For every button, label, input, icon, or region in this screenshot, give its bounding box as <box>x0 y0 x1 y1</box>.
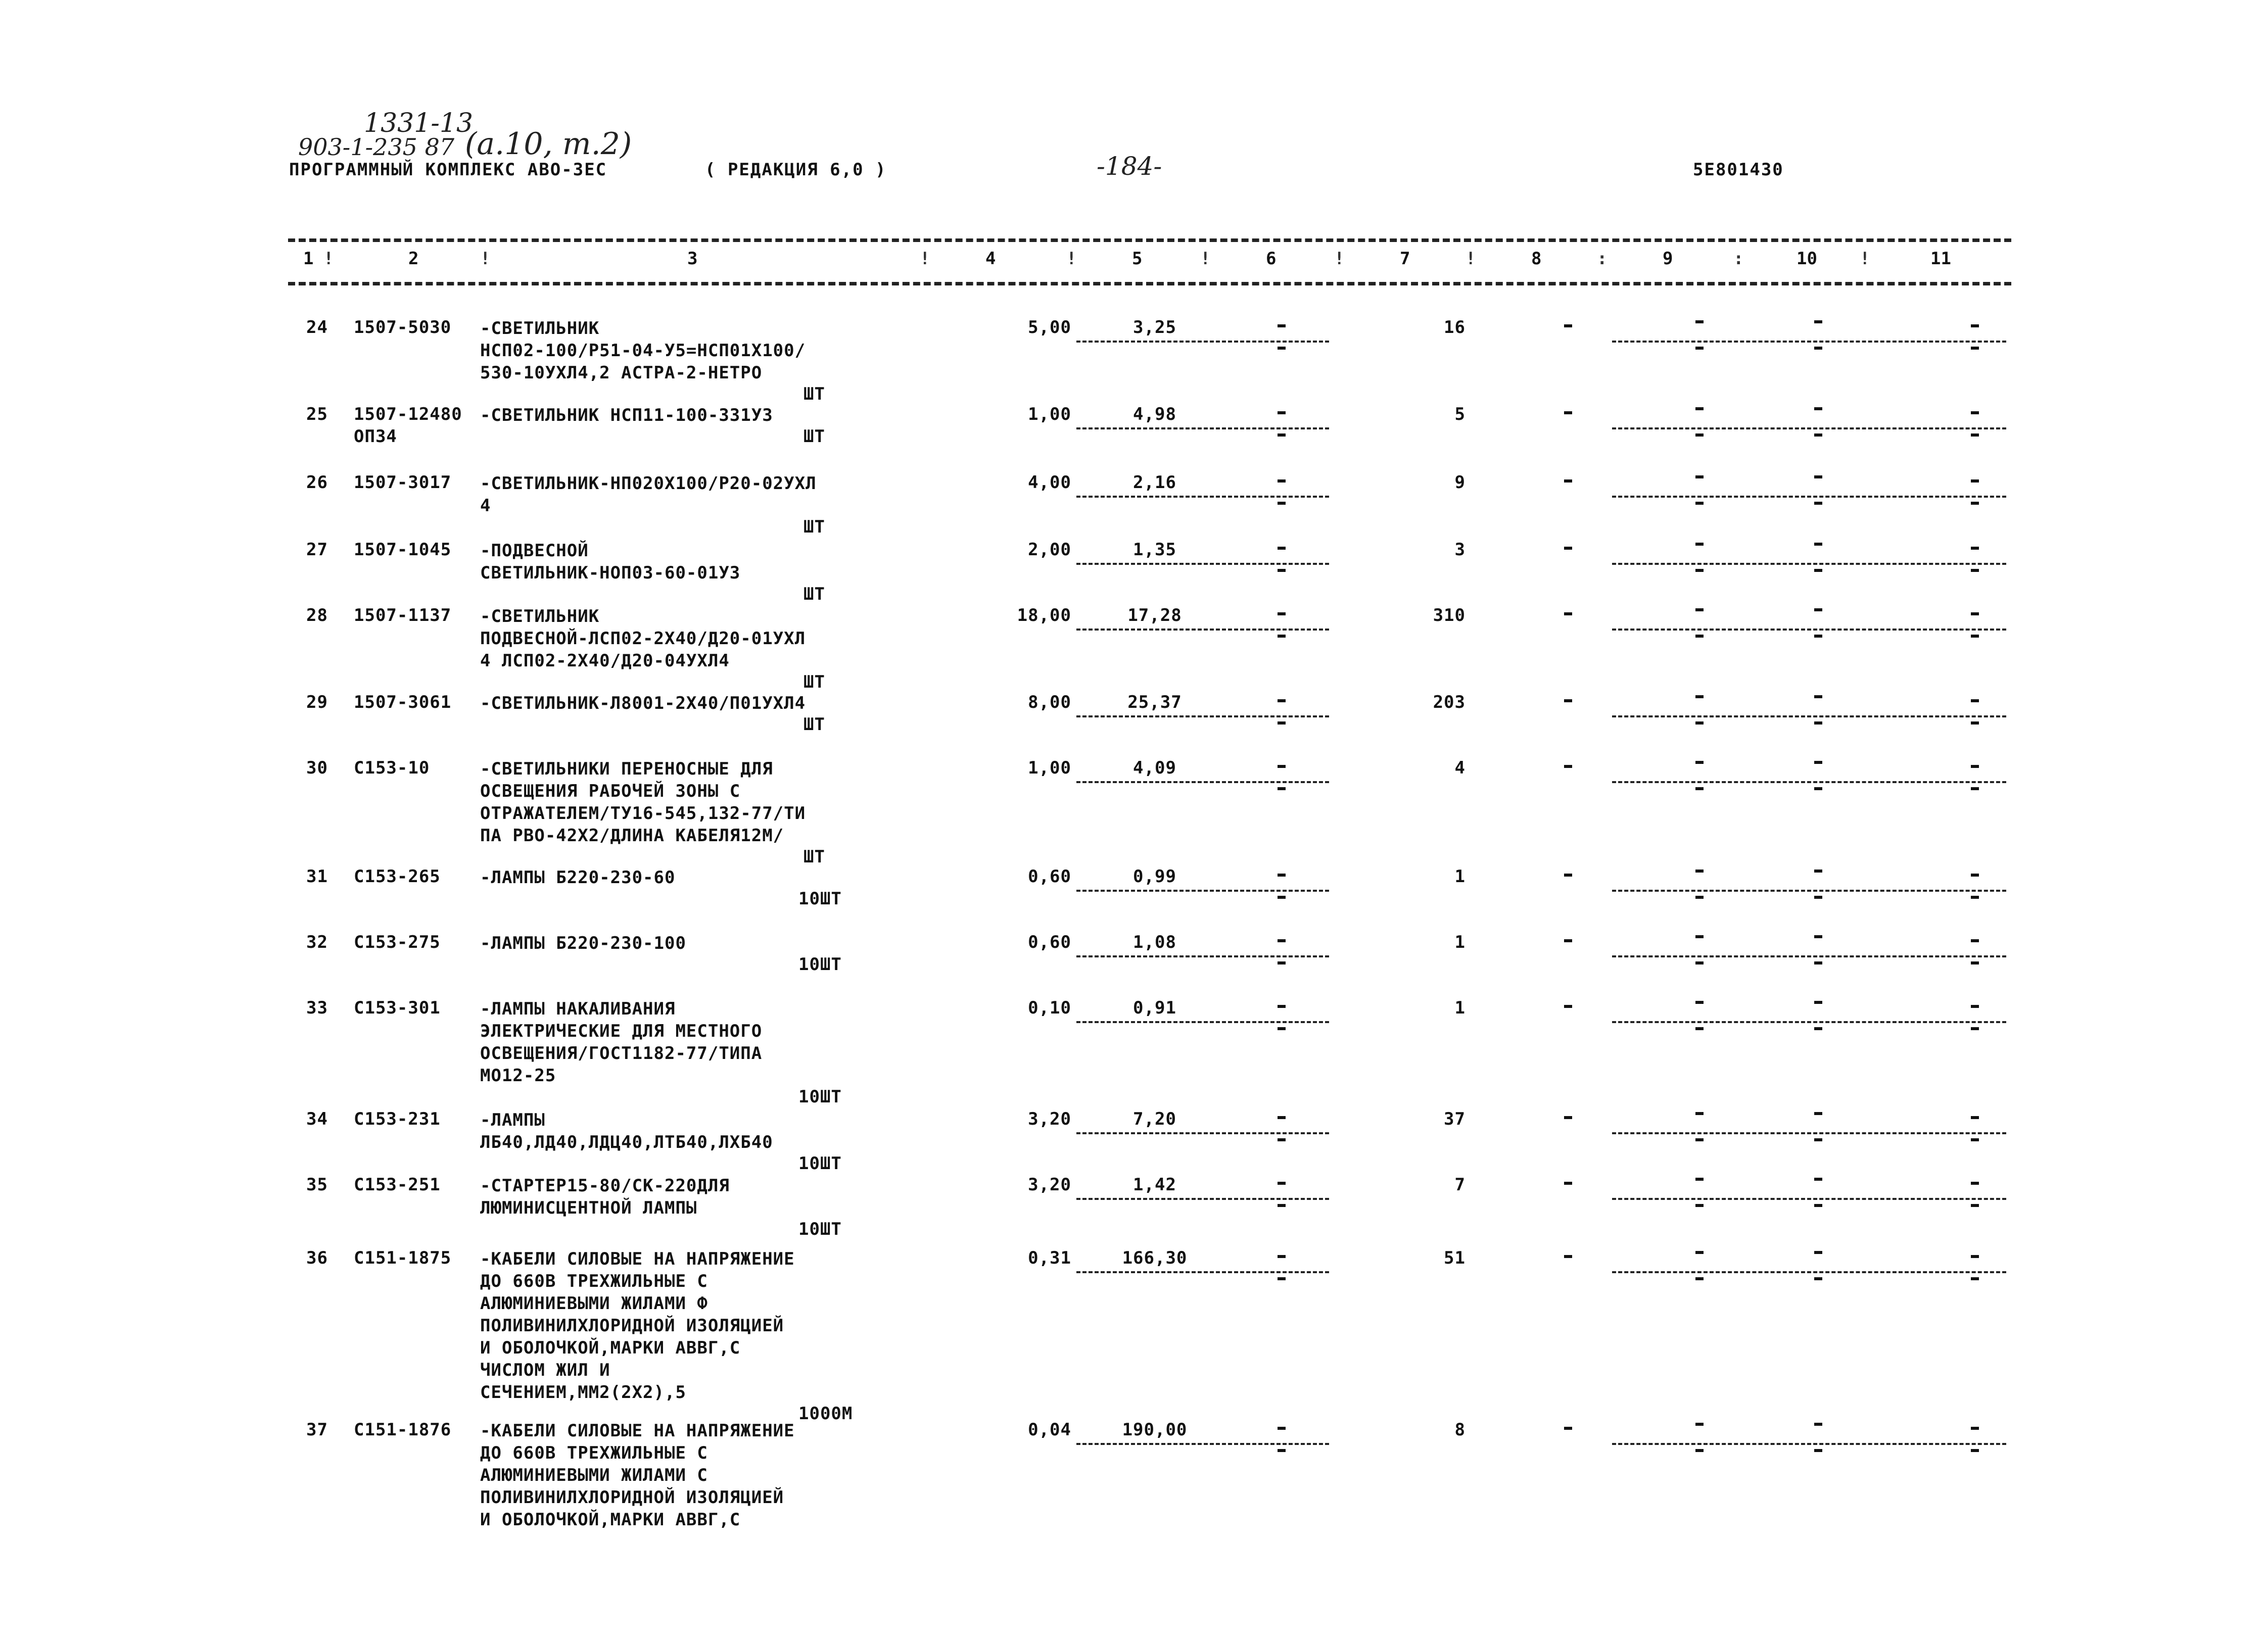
column-header-5: 5 <box>1132 249 1143 269</box>
empty-cell-dash <box>1814 961 1822 964</box>
cell-divider-rule <box>1612 1132 2006 1134</box>
row-number: 24 <box>306 317 328 337</box>
unit-of-measure: ШТ <box>804 672 825 692</box>
empty-cell-dash <box>1971 411 1979 414</box>
handwritten-sheet-ref: 1331-13 <box>364 108 474 138</box>
unit-of-measure: 1000М <box>798 1404 853 1424</box>
item-code-suffix: ОП34 <box>354 426 397 447</box>
empty-cell-dash <box>1278 721 1286 725</box>
quantity-value: 3,20 <box>1028 1175 1071 1195</box>
item-code: 1507-3061 <box>354 692 452 712</box>
column-header-3: 3 <box>687 249 698 269</box>
empty-cell-dash <box>1695 721 1704 725</box>
column-7-value: 5 <box>1454 404 1466 424</box>
cost-value: 4,09 <box>1133 758 1176 778</box>
unit-of-measure: ШТ <box>804 584 825 604</box>
unit-of-measure: ШТ <box>804 847 825 867</box>
row-number: 36 <box>306 1248 328 1268</box>
cell-divider-rule <box>1076 427 1329 429</box>
quantity-value: 0,04 <box>1028 1420 1071 1440</box>
empty-cell-dash <box>1971 721 1979 725</box>
column-7-value: 310 <box>1433 605 1466 625</box>
row-number: 32 <box>306 932 328 952</box>
unit-of-measure: ШТ <box>804 384 825 404</box>
cell-divider-rule <box>1612 890 2006 892</box>
empty-cell-dash <box>1971 502 1979 505</box>
cell-divider-rule <box>1612 1198 2006 1200</box>
column-header-10: 10 <box>1797 249 1817 269</box>
cell-divider-rule <box>1076 890 1329 892</box>
column-separator: ! <box>1860 249 1870 269</box>
empty-cell-dash <box>1278 874 1286 877</box>
handwritten-project-ref: 903-1-235 87 <box>298 133 455 161</box>
empty-cell-dash <box>1564 411 1572 414</box>
empty-cell-dash <box>1278 1182 1286 1185</box>
item-description: -СТАРТЕР15-80/СК-220ДЛЯ ЛЮМИНИСЦЕНТНОЙ ЛАМПЫ <box>480 1176 730 1218</box>
quantity-value: 5,00 <box>1028 317 1071 337</box>
cell-divider-rule <box>1612 629 2006 631</box>
empty-cell-dash <box>1278 479 1286 482</box>
cell-divider-rule <box>1612 955 2006 957</box>
item-code: 1507-3017 <box>354 472 452 493</box>
row-number: 27 <box>306 540 328 560</box>
empty-cell-dash <box>1971 547 1979 550</box>
empty-cell-dash <box>1278 1027 1286 1030</box>
empty-cell-dash <box>1278 547 1286 550</box>
column-separator: ! <box>1066 249 1077 269</box>
unit-of-measure: ШТ <box>804 714 825 735</box>
cost-value: 25,37 <box>1127 692 1182 712</box>
column-header-7: 7 <box>1400 249 1410 269</box>
empty-cell-dash <box>1971 939 1979 942</box>
column-7-value: 1 <box>1454 932 1466 952</box>
item-code: С151-1875 <box>354 1248 452 1268</box>
empty-cell-dash <box>1814 1449 1822 1452</box>
column-7-value: 37 <box>1444 1109 1466 1129</box>
empty-cell-dash <box>1814 787 1822 790</box>
empty-cell-dash <box>1564 699 1572 702</box>
row-number: 34 <box>306 1109 328 1129</box>
empty-cell-dash <box>1278 502 1286 505</box>
empty-cell-dash <box>1971 765 1979 768</box>
column-separator: ! <box>1466 249 1476 269</box>
item-description: -СВЕТИЛЬНИК-Л8001-2Х40/П01УХЛ4 <box>480 693 806 713</box>
program-title: ПРОГРАММНЫЙ КОМПЛЕКС АВО-ЗЕС <box>289 160 607 180</box>
item-code: С151-1876 <box>354 1420 452 1440</box>
empty-cell-dash <box>1564 324 1572 327</box>
row-number: 35 <box>306 1175 328 1195</box>
cell-divider-rule <box>1612 563 2006 565</box>
empty-cell-dash <box>1695 608 1704 611</box>
empty-cell-dash <box>1971 961 1979 964</box>
row-number: 37 <box>306 1420 328 1440</box>
empty-cell-dash <box>1564 1005 1572 1008</box>
empty-cell-dash <box>1814 475 1822 478</box>
item-code: С153-275 <box>354 932 441 952</box>
empty-cell-dash <box>1695 543 1704 546</box>
empty-cell-dash <box>1278 1138 1286 1141</box>
cell-divider-rule <box>1612 1443 2006 1445</box>
column-7-value: 8 <box>1454 1420 1466 1440</box>
empty-cell-dash <box>1278 961 1286 964</box>
empty-cell-dash <box>1695 870 1704 873</box>
column-header-8: 8 <box>1531 249 1542 269</box>
column-header-1: 1 <box>303 249 314 269</box>
cost-value: 0,99 <box>1133 866 1176 887</box>
empty-cell-dash <box>1971 1027 1979 1030</box>
empty-cell-dash <box>1971 1116 1979 1119</box>
unit-of-measure: ШТ <box>804 517 825 537</box>
item-description: -СВЕТИЛЬНИК-НП020Х100/Р20-02УХЛ 4 <box>480 473 817 516</box>
cell-divider-rule <box>1076 715 1329 717</box>
column-header-2: 2 <box>408 249 419 269</box>
empty-cell-dash <box>1971 1005 1979 1008</box>
item-code: 1507-12480 <box>354 404 462 424</box>
cost-value: 1,08 <box>1133 932 1176 952</box>
empty-cell-dash <box>1814 433 1822 437</box>
item-code: 1507-5030 <box>354 317 452 337</box>
empty-cell-dash <box>1695 761 1704 764</box>
column-header-4: 4 <box>985 249 996 269</box>
row-number: 25 <box>306 404 328 424</box>
cost-value: 7,20 <box>1133 1109 1176 1129</box>
empty-cell-dash <box>1814 407 1822 410</box>
empty-cell-dash <box>1564 479 1572 482</box>
column-separator: : <box>1733 249 1744 269</box>
empty-cell-dash <box>1695 569 1704 572</box>
column-header-9: 9 <box>1663 249 1673 269</box>
empty-cell-dash <box>1695 1423 1704 1426</box>
empty-cell-dash <box>1278 1116 1286 1119</box>
empty-cell-dash <box>1814 870 1822 873</box>
item-description: -ЛАМПЫ ЛБ40,ЛД40,ЛДЦ40,ЛТБ40,ЛХБ40 <box>480 1110 773 1152</box>
empty-cell-dash <box>1278 1449 1286 1452</box>
empty-cell-dash <box>1278 347 1286 350</box>
empty-cell-dash <box>1814 635 1822 638</box>
empty-cell-dash <box>1814 1027 1822 1030</box>
empty-cell-dash <box>1814 935 1822 938</box>
quantity-value: 2,00 <box>1028 540 1071 560</box>
empty-cell-dash <box>1278 569 1286 572</box>
item-description: -ЛАМПЫ НАКАЛИВАНИЯ ЭЛЕКТРИЧЕСКИЕ ДЛЯ МЕСТНОГО ОСВЕЩЕНИЯ/ГОСТ1182-77/ТИПА МО12-25 <box>480 999 763 1086</box>
empty-cell-dash <box>1695 433 1704 437</box>
column-header-6: 6 <box>1266 249 1277 269</box>
empty-cell-dash <box>1695 1112 1704 1115</box>
empty-cell-dash <box>1971 324 1979 327</box>
column-7-value: 1 <box>1454 998 1466 1018</box>
cell-divider-rule <box>1612 496 2006 498</box>
empty-cell-dash <box>1814 1277 1822 1280</box>
empty-cell-dash <box>1564 939 1572 942</box>
empty-cell-dash <box>1278 324 1286 327</box>
empty-cell-dash <box>1695 1001 1704 1004</box>
empty-cell-dash <box>1564 612 1572 615</box>
cell-divider-rule <box>1612 341 2006 343</box>
item-description: -ЛАМПЫ Б220-230-100 <box>480 933 686 953</box>
column-separator: ! <box>1200 249 1211 269</box>
empty-cell-dash <box>1564 547 1572 550</box>
empty-cell-dash <box>1971 787 1979 790</box>
column-number-row <box>288 249 2011 274</box>
unit-of-measure: 10ШТ <box>798 1153 842 1174</box>
empty-cell-dash <box>1814 1423 1822 1426</box>
empty-cell-dash <box>1695 787 1704 790</box>
cost-value: 2,16 <box>1133 472 1176 493</box>
document-number: 5Е801430 <box>1693 160 1784 180</box>
empty-cell-dash <box>1278 1005 1286 1008</box>
empty-cell-dash <box>1695 935 1704 938</box>
empty-cell-dash <box>1814 1001 1822 1004</box>
cost-value: 1,35 <box>1133 540 1176 560</box>
cell-divider-rule <box>1612 715 2006 717</box>
row-number: 30 <box>306 758 328 778</box>
item-description: -ЛАМПЫ Б220-230-60 <box>480 867 676 888</box>
cell-divider-rule <box>1612 1021 2006 1023</box>
empty-cell-dash <box>1971 479 1979 482</box>
empty-cell-dash <box>1695 1204 1704 1207</box>
empty-cell-dash <box>1695 1138 1704 1141</box>
empty-cell-dash <box>1695 635 1704 638</box>
empty-cell-dash <box>1814 543 1822 546</box>
empty-cell-dash <box>1695 502 1704 505</box>
item-code: С153-10 <box>354 758 430 778</box>
empty-cell-dash <box>1278 433 1286 437</box>
empty-cell-dash <box>1814 761 1822 764</box>
empty-cell-dash <box>1564 1255 1572 1258</box>
column-7-value: 51 <box>1444 1248 1466 1268</box>
unit-of-measure: 10ШТ <box>798 1087 842 1107</box>
unit-of-measure: 10ШТ <box>798 889 842 909</box>
column-separator: ! <box>323 249 334 269</box>
row-number: 29 <box>306 692 328 712</box>
empty-cell-dash <box>1971 1138 1979 1141</box>
cell-divider-rule <box>1076 496 1329 498</box>
item-description: -СВЕТИЛЬНИК ПОДВЕСНОЙ-ЛСП02-2Х40/Д20-01УХЛ 4 ЛСП02-2Х40/Д20-04УХЛ4 <box>480 606 806 671</box>
cell-divider-rule <box>1076 1271 1329 1273</box>
empty-cell-dash <box>1278 1277 1286 1280</box>
empty-cell-dash <box>1695 1178 1704 1181</box>
empty-cell-dash <box>1695 896 1704 899</box>
cost-value: 3,25 <box>1133 317 1176 337</box>
empty-cell-dash <box>1695 1277 1704 1280</box>
empty-cell-dash <box>1814 347 1822 350</box>
quantity-value: 3,20 <box>1028 1109 1071 1129</box>
empty-cell-dash <box>1971 433 1979 437</box>
empty-cell-dash <box>1695 1449 1704 1452</box>
quantity-value: 8,00 <box>1028 692 1071 712</box>
empty-cell-dash <box>1971 1255 1979 1258</box>
empty-cell-dash <box>1564 874 1572 877</box>
empty-cell-dash <box>1564 1427 1572 1430</box>
quantity-value: 4,00 <box>1028 472 1071 493</box>
item-code: С153-301 <box>354 998 441 1018</box>
column-header-11: 11 <box>1930 249 1951 269</box>
empty-cell-dash <box>1814 1112 1822 1115</box>
item-description: -ПОДВЕСНОЙ СВЕТИЛЬНИК-НОП03-60-01У3 <box>480 541 741 583</box>
empty-cell-dash <box>1278 939 1286 942</box>
empty-cell-dash <box>1971 1277 1979 1280</box>
cost-value: 166,30 <box>1122 1248 1188 1268</box>
column-separator: : <box>1597 249 1608 269</box>
empty-cell-dash <box>1695 320 1704 323</box>
unit-of-measure: ШТ <box>804 426 825 447</box>
quantity-value: 0,10 <box>1028 998 1071 1018</box>
cost-value: 4,98 <box>1133 404 1176 424</box>
item-code: С153-231 <box>354 1109 441 1129</box>
empty-cell-dash <box>1814 1178 1822 1181</box>
empty-cell-dash <box>1564 765 1572 768</box>
quantity-value: 0,31 <box>1028 1248 1071 1268</box>
empty-cell-dash <box>1278 1255 1286 1258</box>
cell-divider-rule <box>1076 341 1329 343</box>
empty-cell-dash <box>1971 896 1979 899</box>
cell-divider-rule <box>1076 1021 1329 1023</box>
item-description: -СВЕТИЛЬНИКИ ПЕРЕНОСНЫЕ ДЛЯ ОСВЕЩЕНИЯ РАБОЧЕЙ ЗОНЫ С ОТРАЖАТЕЛЕМ/ТУ16-545,132-77/ТИ ПА РВО-42Х2/ДЛИНА КАБЕЛЯ12М/ <box>480 759 806 846</box>
cell-divider-rule <box>1612 781 2006 783</box>
item-description: -КАБЕЛИ СИЛОВЫЕ НА НАПРЯЖЕНИЕ ДО 660В ТРЕХЖИЛЬНЫЕ С АЛЮМИНИЕВЫМИ ЖИЛАМИ С ПОЛИВИНИЛХЛОРИДНОЙ ИЗОЛЯЦИЕЙ И ОБОЛОЧКОЙ,МАРКИ АВВГ,С <box>480 1421 795 1530</box>
quantity-value: 1,00 <box>1028 404 1071 424</box>
empty-cell-dash <box>1971 699 1979 702</box>
cell-divider-rule <box>1076 955 1329 957</box>
empty-cell-dash <box>1564 1116 1572 1119</box>
table-top-rule <box>288 238 2011 242</box>
empty-cell-dash <box>1814 1138 1822 1141</box>
empty-cell-dash <box>1278 1427 1286 1430</box>
cost-value: 17,28 <box>1127 605 1182 625</box>
cell-divider-rule <box>1076 629 1329 631</box>
empty-cell-dash <box>1971 1182 1979 1185</box>
empty-cell-dash <box>1278 411 1286 414</box>
cell-divider-rule <box>1076 781 1329 783</box>
cell-divider-rule <box>1612 1271 2006 1273</box>
empty-cell-dash <box>1971 635 1979 638</box>
cell-divider-rule <box>1076 1198 1329 1200</box>
cell-divider-rule <box>1076 1132 1329 1134</box>
item-description: -СВЕТИЛЬНИК НСП02-100/Р51-04-У5=НСП01Х100/ 530-10УХЛ4,2 АСТРА-2-НЕТРО <box>480 318 806 383</box>
empty-cell-dash <box>1971 347 1979 350</box>
empty-cell-dash <box>1971 1449 1979 1452</box>
item-description: -СВЕТИЛЬНИК НСП11-100-331У3 <box>480 405 773 425</box>
empty-cell-dash <box>1971 1204 1979 1207</box>
empty-cell-dash <box>1278 635 1286 638</box>
empty-cell-dash <box>1278 896 1286 899</box>
cost-value: 1,42 <box>1133 1175 1176 1195</box>
empty-cell-dash <box>1695 695 1704 698</box>
handwritten-album-ref: (а.10, т.2) <box>465 126 632 162</box>
empty-cell-dash <box>1814 721 1822 725</box>
empty-cell-dash <box>1695 1027 1704 1030</box>
empty-cell-dash <box>1814 1251 1822 1254</box>
empty-cell-dash <box>1814 695 1822 698</box>
row-number: 31 <box>306 866 328 887</box>
empty-cell-dash <box>1814 320 1822 323</box>
unit-of-measure: 10ШТ <box>798 954 842 975</box>
empty-cell-dash <box>1278 787 1286 790</box>
column-7-value: 4 <box>1454 758 1466 778</box>
empty-cell-dash <box>1971 874 1979 877</box>
cell-divider-rule <box>1076 563 1329 565</box>
empty-cell-dash <box>1564 1182 1572 1185</box>
empty-cell-dash <box>1695 475 1704 478</box>
empty-cell-dash <box>1695 407 1704 410</box>
empty-cell-dash <box>1695 1251 1704 1254</box>
empty-cell-dash <box>1814 608 1822 611</box>
column-separator: ! <box>1334 249 1345 269</box>
column-7-value: 203 <box>1433 692 1466 712</box>
row-number: 28 <box>306 605 328 625</box>
empty-cell-dash <box>1278 1204 1286 1207</box>
empty-cell-dash <box>1814 896 1822 899</box>
quantity-value: 0,60 <box>1028 866 1071 887</box>
item-code: С153-251 <box>354 1175 441 1195</box>
quantity-value: 1,00 <box>1028 758 1071 778</box>
column-7-value: 16 <box>1444 317 1466 337</box>
column-separator: ! <box>920 249 930 269</box>
row-number: 33 <box>306 998 328 1018</box>
empty-cell-dash <box>1814 502 1822 505</box>
cost-value: 190,00 <box>1122 1420 1188 1440</box>
cell-divider-rule <box>1612 427 2006 429</box>
item-code: 1507-1137 <box>354 605 452 625</box>
empty-cell-dash <box>1695 961 1704 964</box>
item-code: С153-265 <box>354 866 441 887</box>
column-7-value: 3 <box>1454 540 1466 560</box>
empty-cell-dash <box>1971 612 1979 615</box>
unit-of-measure: 10ШТ <box>798 1219 842 1239</box>
empty-cell-dash <box>1814 1204 1822 1207</box>
empty-cell-dash <box>1278 612 1286 615</box>
cell-divider-rule <box>1076 1443 1329 1445</box>
empty-cell-dash <box>1971 1427 1979 1430</box>
item-code: 1507-1045 <box>354 540 452 560</box>
empty-cell-dash <box>1695 347 1704 350</box>
table-header-rule <box>288 282 2011 285</box>
empty-cell-dash <box>1814 569 1822 572</box>
empty-cell-dash <box>1278 699 1286 702</box>
item-description: -КАБЕЛИ СИЛОВЫЕ НА НАПРЯЖЕНИЕ ДО 660В ТРЕХЖИЛЬНЫЕ С АЛЮМИНИЕВЫМИ ЖИЛАМИ Ф ПОЛИВИНИЛХЛОРИДНОЙ ИЗОЛЯЦИЕЙ И ОБОЛОЧКОЙ,МАРКИ АВВГ,С ЧИСЛОМ ЖИЛ И СЕЧЕНИЕМ,ММ2(2Х2),5 <box>480 1249 795 1403</box>
column-7-value: 7 <box>1454 1175 1466 1195</box>
column-7-value: 9 <box>1454 472 1466 493</box>
quantity-value: 18,00 <box>1017 605 1071 625</box>
empty-cell-dash <box>1971 569 1979 572</box>
cost-value: 0,91 <box>1133 998 1176 1018</box>
handwritten-page-number: -184- <box>1097 152 1162 181</box>
column-separator: ! <box>480 249 491 269</box>
quantity-value: 0,60 <box>1028 932 1071 952</box>
column-7-value: 1 <box>1454 866 1466 887</box>
edition-label: ( РЕДАКЦИЯ 6,0 ) <box>705 160 887 180</box>
row-number: 26 <box>306 472 328 493</box>
empty-cell-dash <box>1278 765 1286 768</box>
